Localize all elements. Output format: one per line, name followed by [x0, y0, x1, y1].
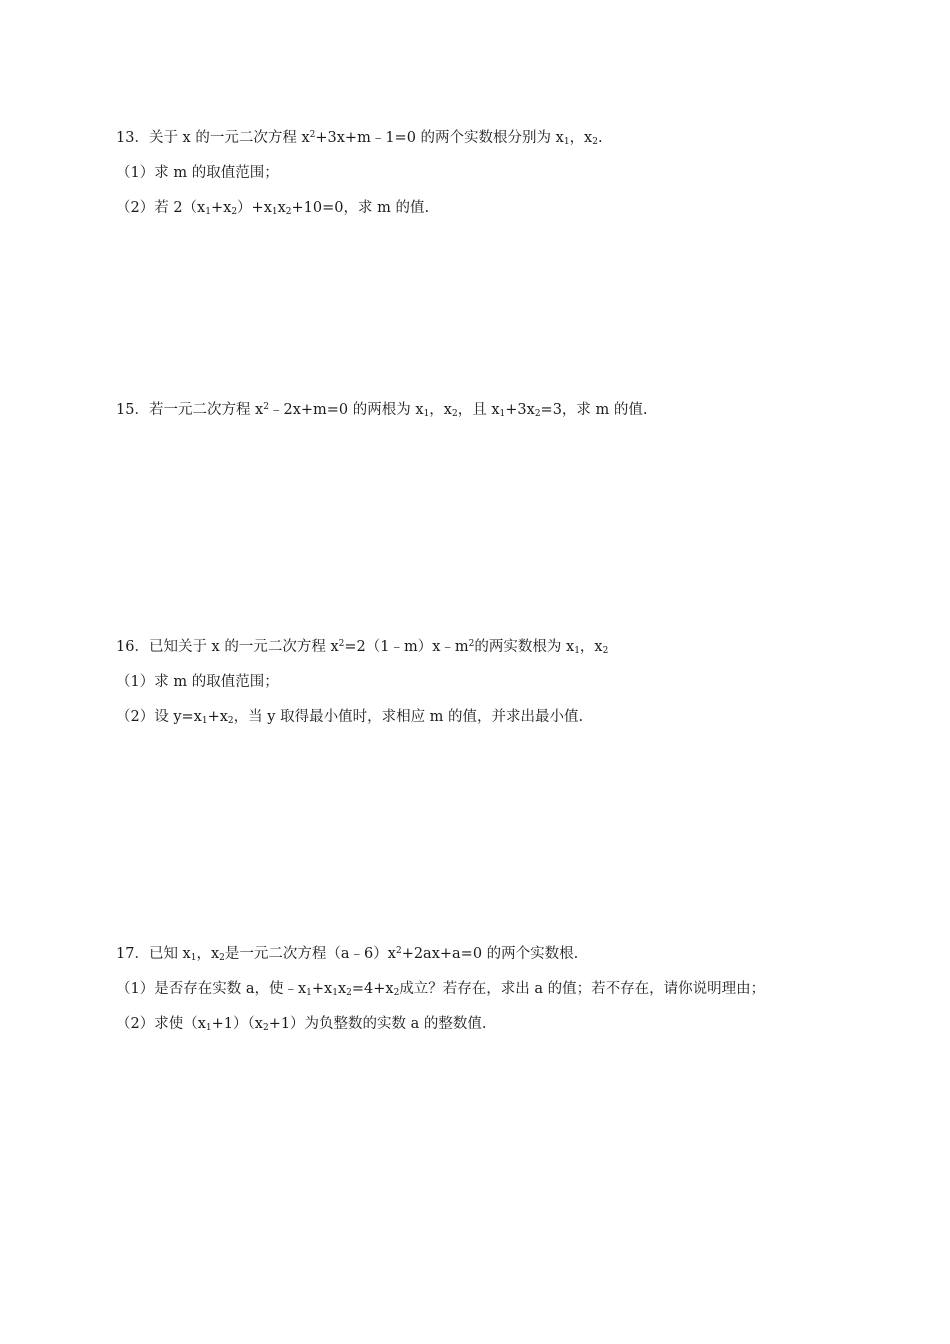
problem-16-part-2: （2）设 $y=x_1+x_2$，当 y 取得最小值时，求相应 m 的值，并求出最小值. — [116, 709, 584, 726]
problem-13-part-2: （2）若 $2(x_1+x_2)+x_1x_2+10=0$，求 m 的值. — [116, 200, 430, 217]
problem-number: 13． — [116, 130, 149, 146]
problem-15-stem: 15．若一元二次方程 $x^2﹣2x+m=0$ 的两根为 $x_1$，$x_2$，且 $x_1+3x_2=3$，求 m 的值. — [116, 402, 648, 419]
problem-13-stem: 13．关于 x 的一元二次方程 $x^2+3x+m﹣1=0$ 的两个实数根分别为 $x_1$，$x_2$. — [116, 130, 603, 147]
problem-17-part-1: （1）是否存在实数 a，使$﹣x_1+x_1x_2=4+x_2$成立？若存在，求出 a 的值；若不存在，请你说明理由； — [116, 981, 766, 998]
problem-number: 17． — [116, 946, 149, 962]
problem-16-stem: 16．已知关于 x 的一元二次方程 $x^2=2(1﹣m)x﹣m^2$的两实数根为 $x_1$，$x_2$ — [116, 639, 609, 656]
problem-13-part-1: （1）求 m 的取值范围； — [116, 165, 279, 181]
problem-16-part-1: （1）求 m 的取值范围； — [116, 674, 279, 690]
problem-number: 16． — [116, 639, 149, 655]
problem-17-stem: 17．已知 $x_1$，$x_2$是一元二次方程$(a﹣6)x^2+2ax+a=0$ 的两个实数根. — [116, 946, 579, 963]
problem-17-part-2: （2）求使$(x_1+1)(x_2+1)$为负整数的实数 a 的整数值. — [116, 1016, 487, 1033]
problem-number: 15． — [116, 402, 149, 418]
